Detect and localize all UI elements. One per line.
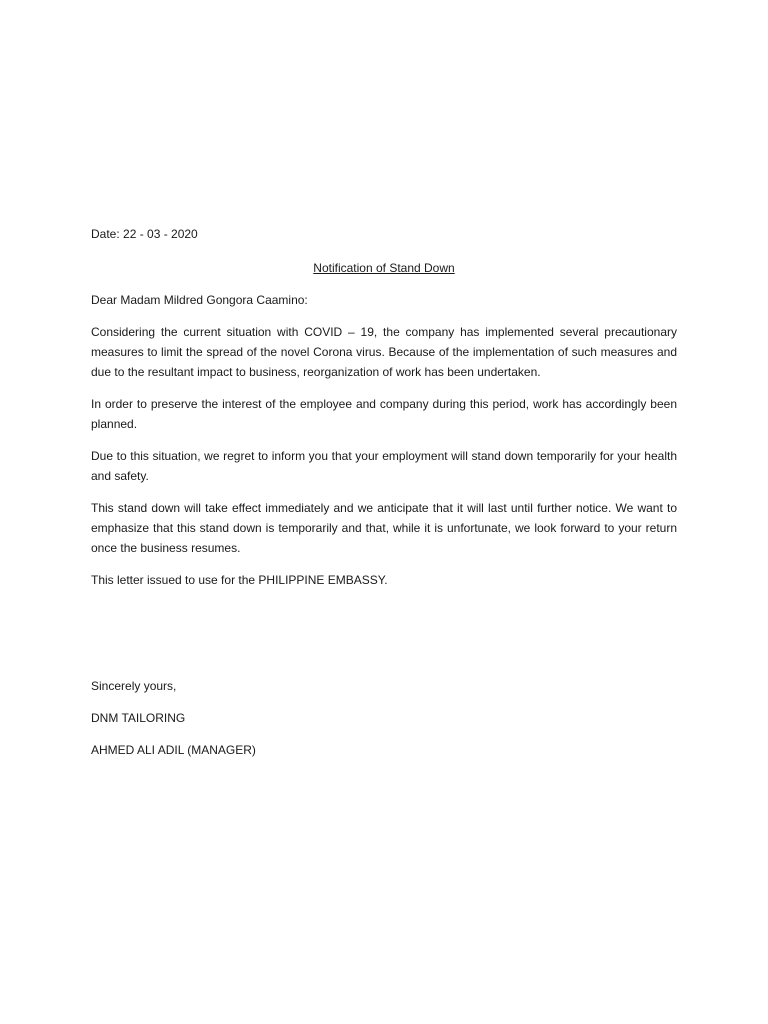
letter-salutation: Dear Madam Mildred Gongora Caamino: <box>91 293 308 307</box>
letter-body <box>91 224 677 590</box>
paragraph-purpose: This letter issued to use for the PHILIPPINE EMBASSY. <box>91 573 388 587</box>
letter-date: Date: 22 - 03 - 2020 <box>91 227 198 241</box>
signature-block <box>91 676 677 760</box>
paragraph-covid-measures: Considering the current situation with COVID – 19, the company has implemented several precautionary measures to limit the spread of the novel Corona virus. Because of the implementation of such measures and due to the resultant impact to business, reorganization of work has been undertaken. <box>91 325 677 379</box>
paragraph-interest: In order to preserve the interest of the employee and company during this period, work has accordingly been planned. <box>91 397 677 431</box>
letter-closing: Sincerely yours, <box>91 679 177 693</box>
paragraph-effect: This stand down will take effect immediately and we anticipate that it will last until further notice. We want to emphasize that this stand down is temporarily and that, while it is unfortunate, we look forward to your return once the business resumes. <box>91 501 677 555</box>
company-name: DNM TAILORING <box>91 711 186 725</box>
paragraph-regret: Due to this situation, we regret to inform you that your employment will stand down temporarily for your health and safety. <box>91 449 677 483</box>
letter-title: Notification of Stand Down <box>313 261 455 275</box>
signatory-name: AHMED ALI ADIL (MANAGER) <box>91 743 256 757</box>
